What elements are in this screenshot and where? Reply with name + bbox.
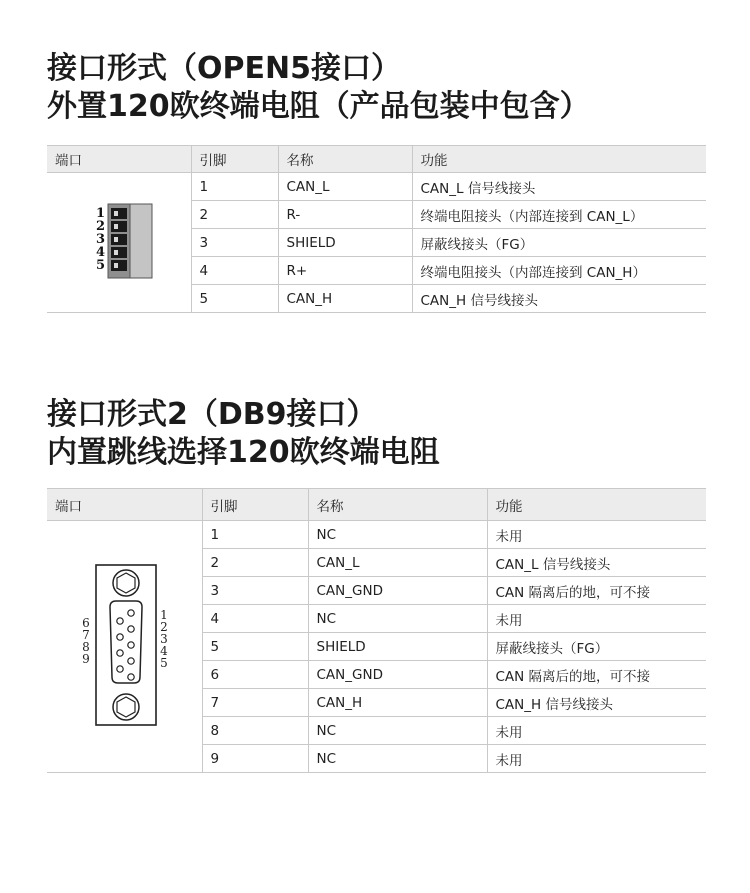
open5-pin-table xyxy=(47,145,706,313)
name-cell: CAN_L xyxy=(308,549,487,577)
function-cell: 屏蔽线接头（FG） xyxy=(412,229,706,257)
pin-cell: 4 xyxy=(202,605,308,633)
name-cell: CAN_L xyxy=(278,173,412,201)
open5-connector-icon xyxy=(84,199,154,283)
header-pin: 引脚 xyxy=(191,146,278,173)
open5-connector-cell xyxy=(47,173,191,313)
header-function: 功能 xyxy=(487,489,706,521)
pin-cell: 5 xyxy=(191,285,278,313)
pin-cell: 2 xyxy=(202,549,308,577)
db9-pin-label: 7 xyxy=(82,628,91,642)
connector-pin-label: 5 xyxy=(95,257,105,273)
pin-cell: 5 xyxy=(202,633,308,661)
name-cell: NC xyxy=(308,717,487,745)
name-cell: R+ xyxy=(278,257,412,285)
section1-title-line2: 外置120欧终端电阻（产品包装中包含） xyxy=(47,89,590,124)
name-cell: SHIELD xyxy=(308,633,487,661)
section2-title-line1: 接口形式2（DB9接口） xyxy=(47,397,377,432)
pin-cell: 1 xyxy=(191,173,278,201)
name-cell: CAN_H xyxy=(278,285,412,313)
db9-connector-icon xyxy=(64,557,184,732)
name-cell: NC xyxy=(308,745,487,773)
connector-pin-label: 2 xyxy=(95,218,105,234)
pin-cell: 2 xyxy=(191,201,278,229)
table-row xyxy=(47,521,706,549)
header-port: 端口 xyxy=(47,489,202,521)
db9-pin-label: 5 xyxy=(160,656,169,670)
function-cell: 未用 xyxy=(487,745,706,773)
table-row xyxy=(47,173,706,201)
name-cell: NC xyxy=(308,605,487,633)
section1-title-line1: 接口形式（OPEN5接口） xyxy=(47,51,401,86)
name-cell: R- xyxy=(278,201,412,229)
pin-cell: 7 xyxy=(202,689,308,717)
db9-pin-label: 4 xyxy=(160,644,169,658)
name-cell: CAN_GND xyxy=(308,577,487,605)
header-pin: 引脚 xyxy=(202,489,308,521)
function-cell: 未用 xyxy=(487,521,706,549)
pin-cell: 1 xyxy=(202,521,308,549)
connector-pin-label: 3 xyxy=(95,231,105,247)
section2-title-line2: 内置跳线选择120欧终端电阻 xyxy=(47,435,440,470)
function-cell: CAN_L 信号线接头 xyxy=(487,549,706,577)
function-cell: CAN 隔离后的地，可不接 xyxy=(487,661,706,689)
section2-title xyxy=(47,396,440,472)
header-name: 名称 xyxy=(278,146,412,173)
name-cell: CAN_GND xyxy=(308,661,487,689)
function-cell: 终端电阻接头（内部连接到 CAN_H） xyxy=(412,257,706,285)
function-cell: CAN 隔离后的地，可不接 xyxy=(487,577,706,605)
header-function: 功能 xyxy=(412,146,706,173)
pin-cell: 9 xyxy=(202,745,308,773)
pin-cell: 4 xyxy=(191,257,278,285)
function-cell: 终端电阻接头（内部连接到 CAN_L） xyxy=(412,201,706,229)
function-cell: 屏蔽线接头（FG） xyxy=(487,633,706,661)
function-cell: CAN_L 信号线接头 xyxy=(412,173,706,201)
function-cell: CAN_H 信号线接头 xyxy=(487,689,706,717)
function-cell: CAN_H 信号线接头 xyxy=(412,285,706,313)
table-header-row xyxy=(47,146,706,173)
db9-pin-label: 2 xyxy=(160,620,169,634)
db9-pin-label: 6 xyxy=(82,616,91,630)
name-cell: CAN_H xyxy=(308,689,487,717)
pin-cell: 8 xyxy=(202,717,308,745)
db9-pin-label: 3 xyxy=(160,632,169,646)
pin-cell: 6 xyxy=(202,661,308,689)
db9-connector-cell xyxy=(47,521,202,773)
db9-pin-table xyxy=(47,488,706,773)
db9-pin-label: 8 xyxy=(82,640,91,654)
db9-pin-label: 1 xyxy=(160,608,169,622)
section1-title xyxy=(47,50,590,126)
table-header-row xyxy=(47,489,706,521)
db9-pin-label: 9 xyxy=(82,652,91,666)
function-cell: 未用 xyxy=(487,605,706,633)
pin-cell: 3 xyxy=(191,229,278,257)
connector-pin-label: 1 xyxy=(95,205,105,221)
pin-cell: 3 xyxy=(202,577,308,605)
header-port: 端口 xyxy=(47,146,191,173)
name-cell: SHIELD xyxy=(278,229,412,257)
header-name: 名称 xyxy=(308,489,487,521)
name-cell: NC xyxy=(308,521,487,549)
function-cell: 未用 xyxy=(487,717,706,745)
connector-pin-label: 4 xyxy=(95,244,105,260)
